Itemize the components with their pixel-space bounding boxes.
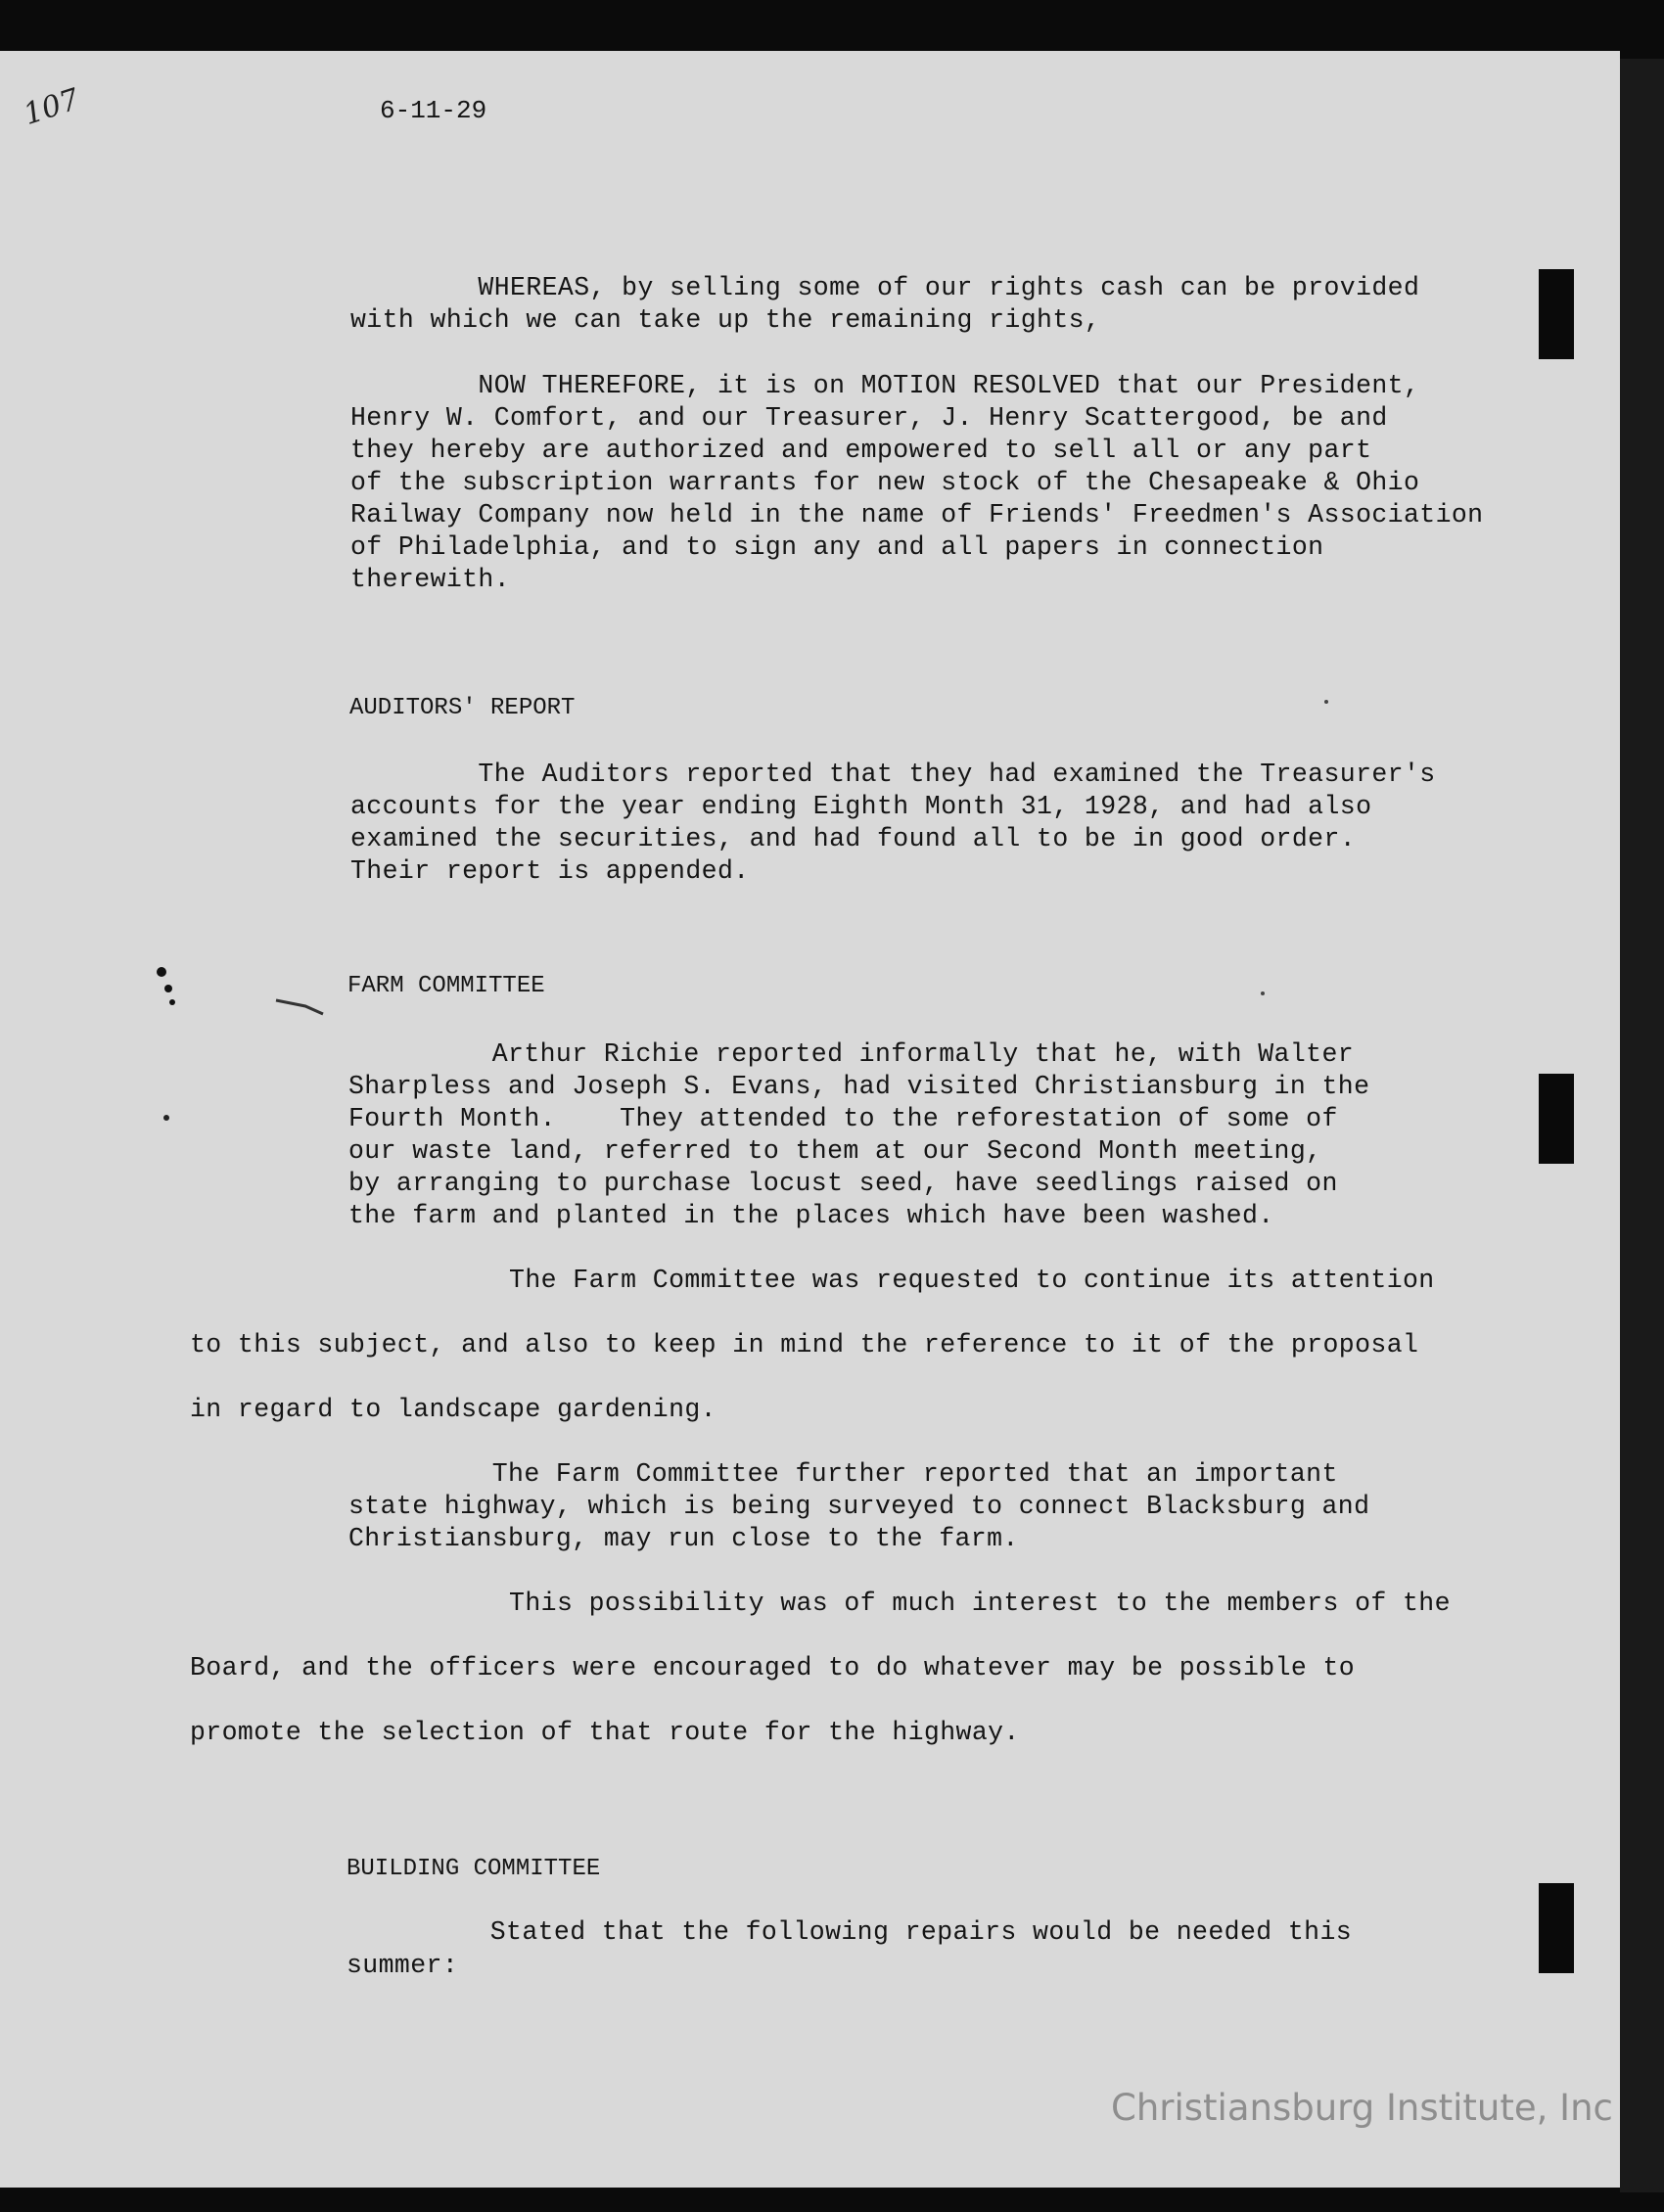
farm-highway-line: Christiansburg, may run close to the farm. bbox=[348, 1524, 1019, 1553]
page-date: 6-11-29 bbox=[380, 96, 487, 125]
farm-request-line: in regard to landscape gardening. bbox=[190, 1395, 716, 1424]
farm-report-line: our waste land, referred to them at our Second Month meeting, bbox=[348, 1136, 1322, 1166]
farm-highway-line: The Farm Committee further reported that an important bbox=[348, 1459, 1338, 1489]
farm-interest-line: promote the selection of that route for the highway. bbox=[190, 1718, 1020, 1747]
farm-request-line: to this subject, and also to keep in mind the reference to it of the proposal bbox=[190, 1330, 1419, 1359]
resolution-line: Railway Company now held in the name of Friends' Freedmen's Association bbox=[350, 500, 1484, 530]
farm-interest-line: Board, and the officers were encouraged to do whatever may be possible to bbox=[190, 1653, 1356, 1682]
resolution-line: of Philadelphia, and to sign any and all papers in connection bbox=[350, 532, 1324, 562]
farm-heading: FARM COMMITTEE bbox=[347, 973, 545, 999]
building-heading: BUILDING COMMITTEE bbox=[347, 1856, 601, 1882]
farm-report-line: by arranging to purchase locust seed, have seedlings raised on bbox=[348, 1169, 1338, 1198]
watermark: Christiansburg Institute, Inc bbox=[1111, 2087, 1613, 2129]
resolution-line: Henry W. Comfort, and our Treasurer, J. Henry Scattergood, be and bbox=[350, 403, 1388, 433]
resolution-line: they hereby are authorized and empowered to sell all or any part bbox=[350, 436, 1372, 465]
farm-report-line: Arthur Richie reported informally that he, with Walter bbox=[348, 1039, 1355, 1069]
auditors-line: The Auditors reported that they had examined the Treasurer's bbox=[350, 760, 1436, 789]
building-line: summer: bbox=[347, 1951, 459, 1980]
building-line: Stated that the following repairs would be needed this bbox=[347, 1917, 1353, 1947]
resolution-line: therewith. bbox=[350, 565, 511, 594]
auditors-heading: AUDITORS' REPORT bbox=[349, 695, 576, 721]
farm-report-line: Sharpless and Joseph S. Evans, had visited Christiansburg in the bbox=[348, 1072, 1370, 1101]
whereas-line: with which we can take up the remaining rights, bbox=[350, 305, 1101, 335]
farm-report-line: the farm and planted in the places which have been washed. bbox=[348, 1201, 1274, 1230]
auditors-line: Their report is appended. bbox=[350, 856, 750, 886]
resolution-line: NOW THEREFORE, it is on MOTION RESOLVED that our President, bbox=[350, 371, 1420, 400]
auditors-line: accounts for the year ending Eighth Month 31, 1928, and had also bbox=[350, 792, 1372, 821]
handwritten-page-number: 107 bbox=[19, 82, 84, 132]
farm-highway-line: state highway, which is being surveyed to connect Blacksburg and bbox=[348, 1492, 1370, 1521]
farm-interest-line: This possibility was of much interest to the members of the bbox=[190, 1589, 1451, 1618]
auditors-line: examined the securities, and had found all to be in good order. bbox=[350, 824, 1357, 853]
resolution-line: of the subscription warrants for new stock of the Chesapeake & Ohio bbox=[350, 468, 1420, 497]
farm-request-line: The Farm Committee was requested to continue its attention bbox=[190, 1266, 1435, 1295]
farm-report-line: Fourth Month. They attended to the reforestation of some of bbox=[348, 1104, 1338, 1133]
whereas-line: WHEREAS, by selling some of our rights cash can be provided bbox=[350, 273, 1420, 302]
